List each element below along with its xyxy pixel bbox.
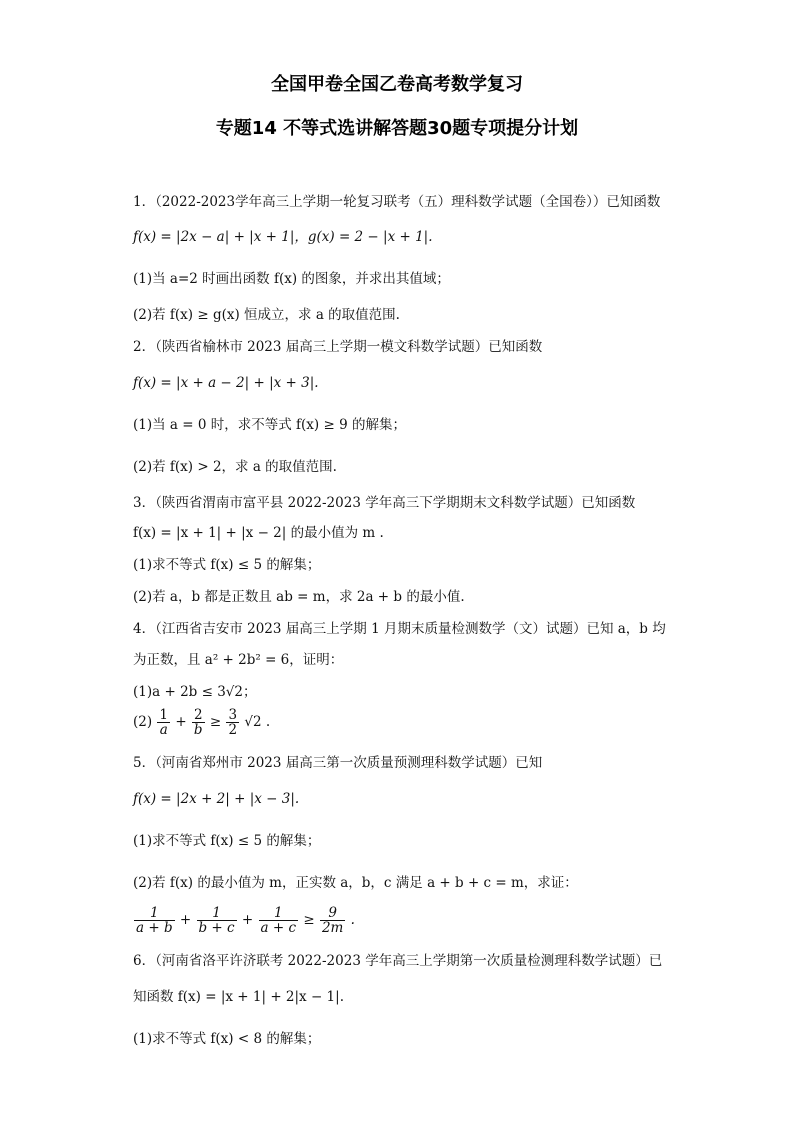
sqrt-two: √2 . xyxy=(244,714,271,730)
problem-5-function: f(x) = |2x + 2| + |x − 3|. xyxy=(133,791,300,807)
problem-3-function: f(x) = |x + 1| + |x − 2| 的最小值为 m . xyxy=(133,525,384,541)
problem-5-inequality xyxy=(133,906,355,935)
problem-1-function: f(x) = |2x − a| + |x + 1|，g(x) = 2 − |x + 1|. xyxy=(133,229,433,245)
numerator: 3 xyxy=(228,707,238,723)
plus-sign: + xyxy=(179,912,192,928)
denominator: b xyxy=(193,722,203,738)
problem-2-header: 2．（陕西省榆林市 2023 届高三上学期一模文科数学试题）已知函数 xyxy=(133,339,543,355)
denominator: 2 xyxy=(228,722,238,738)
geq-sign: ≥ xyxy=(303,912,315,928)
denominator: a + c xyxy=(260,920,297,936)
fraction-2-over-b xyxy=(192,708,205,737)
fraction-9-over-2m xyxy=(320,906,345,935)
numerator: 2 xyxy=(192,708,205,723)
fraction-1-over-b-plus-c xyxy=(197,906,237,935)
plus-sign: + xyxy=(241,912,254,928)
problem-1-part-2: (2)若 f(x) ≥ g(x) 恒成立，求 a 的取值范围. xyxy=(133,307,400,323)
problem-4-header: 4．（江西省吉安市 2023 届高三上学期 1 月期末质量检测数学（文）试题）已知 a，b 均 xyxy=(133,621,666,637)
problem-3-part-2: (2)若 a，b 都是正数且 ab = m，求 2a + b 的最小值. xyxy=(133,589,465,605)
problem-4-part-2 xyxy=(133,708,270,737)
numerator: 9 xyxy=(320,906,345,921)
problem-3-part-1: (1)求不等式 f(x) ≤ 5 的解集； xyxy=(133,557,321,573)
problem-2-part-1: (1)当 a = 0 时，求不等式 f(x) ≥ 9 的解集； xyxy=(133,417,406,433)
period: . xyxy=(350,912,355,928)
fraction-1-over-a-plus-b xyxy=(134,906,175,935)
plus-sign: + xyxy=(175,714,187,730)
problem-4-part-1: (1)a + 2b ≤ 3√2； xyxy=(133,684,257,700)
fraction-1-over-a-plus-c xyxy=(259,906,299,935)
problem-3-header: 3．（陕西省渭南市富平县 2022-2023 学年高三下学期期末文科数学试题）已知函数 xyxy=(133,495,636,511)
numerator: 1 xyxy=(197,906,237,921)
document-title: 全国甲卷全国乙卷高考数学复习 xyxy=(271,74,523,95)
numerator: 1 xyxy=(259,906,299,921)
problem-5-part-2: (2)若 f(x) 的最小值为 m，正实数 a，b，c 满足 a + b + c = m，求证： xyxy=(133,875,578,891)
numerator: 1 xyxy=(134,906,175,921)
denominator: b + c xyxy=(198,920,235,936)
denominator: a + b xyxy=(136,920,173,936)
part-label: (2) xyxy=(133,714,153,730)
problem-5-part-1: (1)求不等式 f(x) ≤ 5 的解集； xyxy=(133,833,321,849)
problem-1-header: 1．（2022-2023学年高三上学期一轮复习联考（五）理科数学试题（全国卷））已知函数 xyxy=(133,194,661,210)
denominator: a xyxy=(159,722,168,738)
denominator: 2m xyxy=(321,920,344,936)
problem-5-header: 5．（河南省郑州市 2023 届高三第一次质量预测理科数学试题）已知 xyxy=(133,755,543,771)
problem-4-condition: 为正数，且 a² + 2b² = 6，证明： xyxy=(133,652,344,668)
fraction-3-over-2 xyxy=(226,708,239,737)
document-subtitle: 专题14 不等式选讲解答题30题专项提分计划 xyxy=(215,118,579,139)
problem-1-part-1: (1)当 a=2 时画出函数 f(x) 的图象，并求出其值域； xyxy=(133,271,450,287)
problem-6-function: 知函数 f(x) = |x + 1| + 2|x − 1|. xyxy=(133,989,344,1005)
geq-sign: ≥ xyxy=(209,714,222,730)
problem-2-function: f(x) = |x + a − 2| + |x + 3|. xyxy=(133,375,319,391)
problem-6-part-1: (1)求不等式 f(x) < 8 的解集； xyxy=(133,1031,321,1047)
problem-2-part-2: (2)若 f(x) > 2，求 a 的取值范围. xyxy=(133,459,337,475)
problem-6-header: 6．（河南省洛平许济联考 2022-2023 学年高三上学期第一次质量检测理科数学试题）已 xyxy=(133,953,663,969)
fraction-1-over-a xyxy=(157,708,170,737)
numerator: 1 xyxy=(159,707,169,723)
